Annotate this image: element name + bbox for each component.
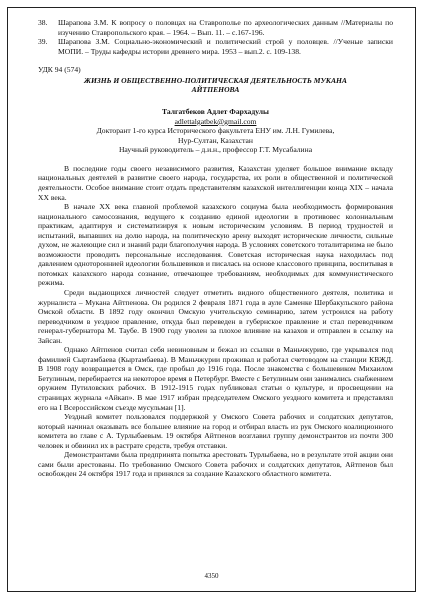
author-block — [38, 107, 393, 155]
page-number: 4350 — [204, 572, 219, 580]
reference-number: 39. — [38, 37, 48, 47]
reference-item — [38, 37, 393, 56]
reference-text: Шарапова З.М. К вопросу о половцах на Ставрополье по археологических данным //Материалы по изучению Ставропольского края. – 1964. – Вып. 11. – с.167-196. — [58, 18, 393, 37]
supervisor: Научный руководитель – д.и.н., профессор Г.Т. Мусабалина — [118, 145, 313, 155]
paper-page — [7, 7, 416, 592]
reference-item — [38, 18, 393, 37]
page-content — [38, 18, 393, 479]
author-name: Талгатбеков Адлет Фархадулы — [162, 107, 269, 117]
reference-number: 38. — [38, 18, 48, 27]
title-line: ЖИЗНЬ И ОБЩЕСТВЕННО-ПОЛИТИЧЕСКАЯ ДЕЯТЕЛЬНОСТЬ МУКАНА — [83, 75, 347, 85]
body-paragraph: Демонстрантами была предпринята попытка арестовать Турлыбаева, но в результате этой акции они сами были арестованы. По требованию Омского Совета рабочих и солдатских депутатов, Айтпенов был освобожден 24 октября 1917 года и принялся за создание Казахского областного комитета. — [38, 450, 393, 479]
author-location: Нур-Султан, Казахстан — [178, 135, 253, 145]
article-title — [38, 76, 393, 94]
body-paragraph: В последние годы своего независимого развития, Казахстан уделяет большое внимание вкладу национальных деятелей в развитие своего народа, государства, их роли в общественной и политической деятельности. Особое внимание стоит отдать представителям казахской интеллигенции конца XIX – начала XX века. — [38, 163, 393, 202]
body-paragraph: Уездный комитет пользовался поддержкой у Омского Совета рабочих и солдатских депутатов, который начинал оказывать все большее влияние на город и отбирал власть из рук Омского коалиционного комитета во главе с А. Турлыбаевым. 19 октября Айтпенов возглавил группу демонстрантов из почти 300 человек и обвинил их в растрате средств, требуя отставки. — [38, 412, 393, 450]
author-email-link[interactable]: adlettalgatbek@gmail.com — [174, 116, 257, 126]
body-paragraph: Однако Айтпенов считал себя невиновным и бежал из ссылки в Маньчжурию, где укрывался под фамилией Сыртамбаева (Кыртамбаева). В Маньчжурии проживал и работал счетоводом на станции КВЖД. В 1908 году возвращается в Омск, где пробыл до 1916 года. После знакомства с большевиком Михаилом Бетулиным, перебирается на некоторое время в Петербург. Вместе с Бетулиным они занимались снабжением оружием Путиловских рабочих. В 1912-1915 годах публиковал статьи о культуре, и просвещении на страницах журнала «Айкап». В мае 1917 избран председателем Омского уездного комитета и представлял его на I Всероссийском съезде мусульман [1]. — [38, 345, 393, 412]
reference-text: Шарапова З.М. Социально-экономический и политический строй у половцев. //Ученые записки МОПИ. – Труды кафедры истории древнего мира. 1953 – вып.2. с. 109-138. — [58, 37, 393, 56]
body-paragraph: Среди выдающихся личностей следует отметить видного общественного деятеля, политика и журналиста – Мукана Айтпенова. Он родился 2 февраля 1871 года в ауле Саменке Шербакульского района Омской области. В 1892 году окончил Омскую учительскую семинарию, затем устроился на работу переводчиком в уездное правление, откуда был переведен в губернское правление и стал переводчиком генерал-губернатора М. Таубе. В 1900 году уволен за плохое влияние на казахов и отправлен в ссылку на Зайсан. — [38, 287, 393, 345]
title-line: АЙТПЕНОВА — [191, 84, 240, 94]
udc-code: УДК 94 (574) — [38, 65, 81, 75]
author-position: Докторант 1-го курса Исторического факультета ЕНУ им. Л.Н. Гумилева, — [96, 126, 335, 136]
body-paragraph: В начале XX века главной проблемой казахского социума была необходимость формирования национального самосознания, ведущего к созданию единой идеологии в противовес колониальным практикам, адаптируя и систематизируя к новым историческим условиям. В период трудностей и испытаний, выпавших на долю народа, на политическую арену выходят исторические личности, сильные духом, не жалеющие сил и знаний ради благополучия народа. В условиях советского тоталитаризма не было возможности проводить персональные исследования. Советская историческая наука находилась под давлением однотороннией идеологии большевиков и писалась на основе классового принципа, воспитывая в потомках казахского народа сознание, отвечающее требованиям, необходимых для коммунистического режима. — [38, 202, 393, 288]
